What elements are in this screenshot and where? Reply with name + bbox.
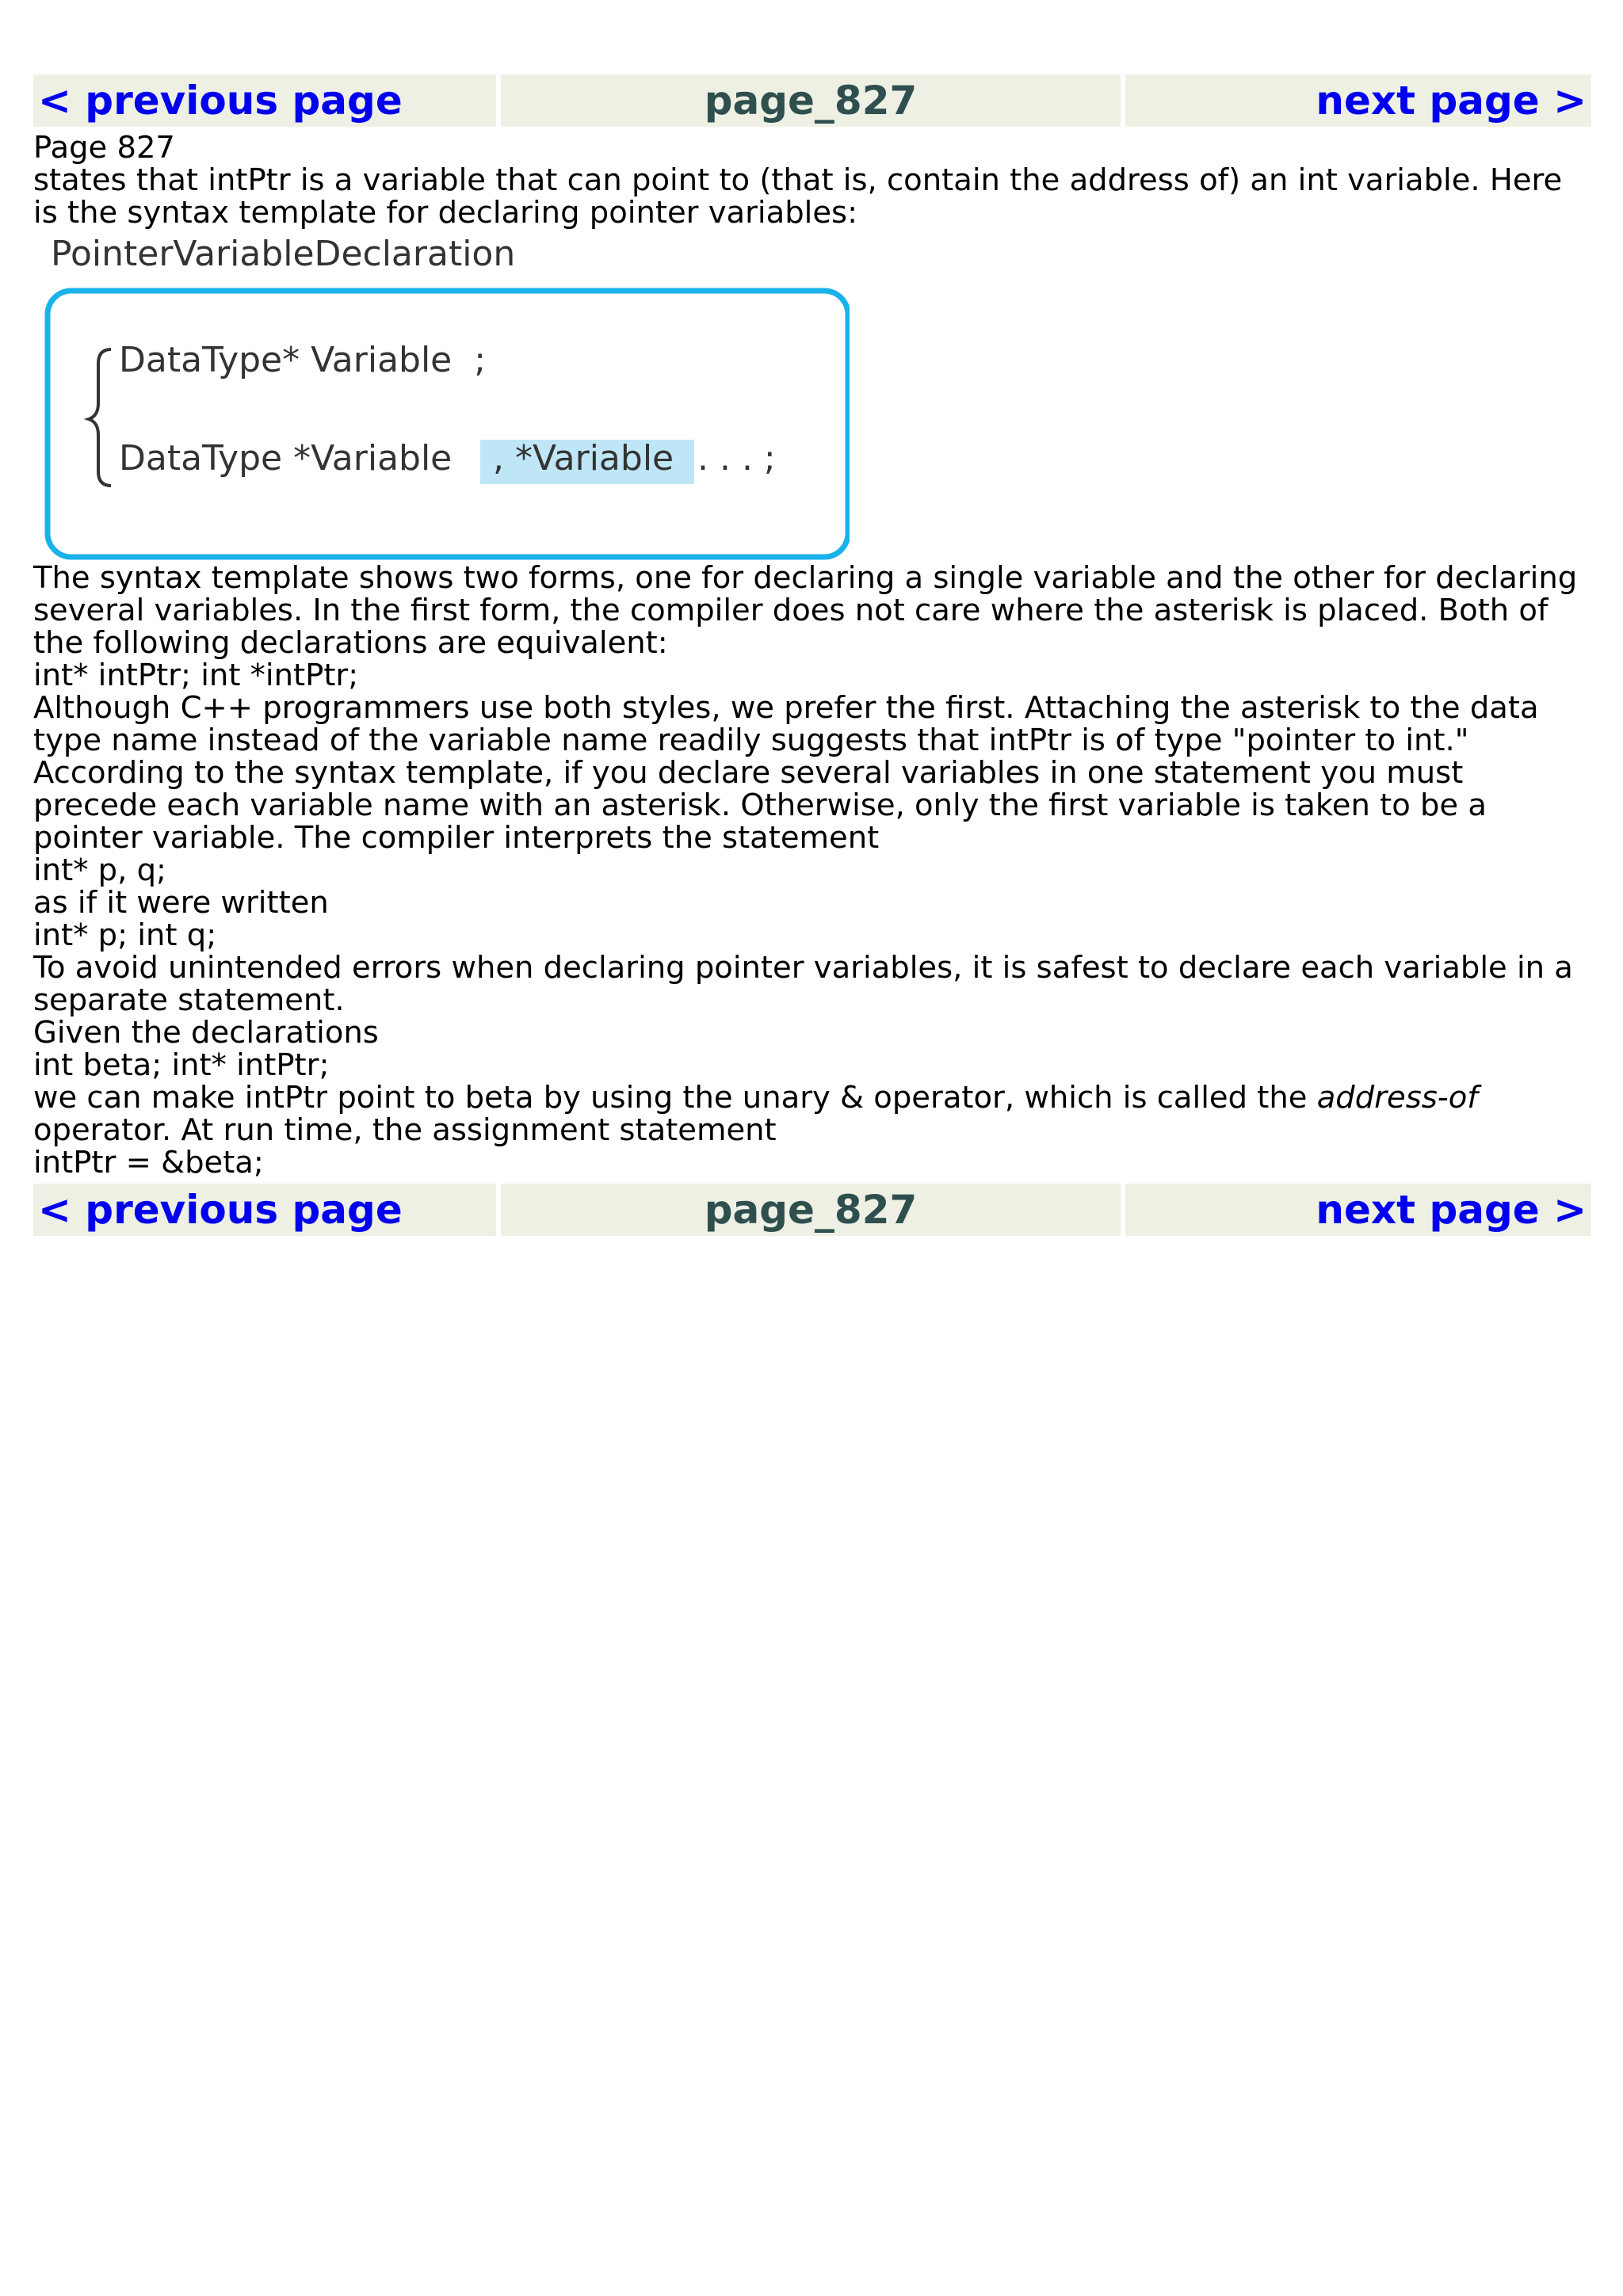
next-page-link[interactable]: next page >	[1125, 74, 1591, 127]
code-p-q: int* p, q;	[33, 852, 167, 888]
figure-title: PointerVariableDeclaration	[51, 234, 516, 274]
form-single-variable: DataType* Variable ;	[119, 340, 487, 380]
page-content	[33, 127, 1591, 1184]
paragraph-avoid-errors: To avoid unintended errors when declaring pointer variables, it is safest to declare each variable in a separate statement.	[33, 950, 1573, 1018]
code-p-q-separate: int* p; int q;	[33, 917, 217, 953]
page-container	[33, 74, 1591, 1236]
page-label: Page 827	[33, 130, 175, 166]
paragraph-preferred-style: Although C++ programmers use both styles, we prefer the first. Attaching the asterisk to the data type name instead of the variable name readily suggests that intPtr is of type "pointer to int."	[33, 690, 1539, 758]
paragraph-given-declarations: Given the declarations	[33, 1015, 379, 1051]
form-multiple-variables-repeat: , *Variable	[482, 438, 685, 479]
form-multiple-variables-suffix: . . . ;	[697, 438, 776, 479]
next-page-link-bottom[interactable]: next page >	[1125, 1184, 1591, 1236]
address-of-text-after: operator. At run time, the assignment statement	[33, 1112, 777, 1148]
top-navbar	[33, 74, 1591, 127]
form-multiple-variables-prefix: DataType *Variable	[119, 438, 453, 479]
code-assignment: intPtr = &beta;	[33, 1145, 264, 1180]
page-title: page_827	[501, 74, 1121, 127]
syntax-box	[48, 291, 848, 557]
intro-paragraph: states that intPtr is a variable that can point to (that is, contain the address of) an int variable. Here is the syntax template for declaring pointer variables:	[33, 162, 1563, 231]
previous-page-link-bottom[interactable]: < previous page	[33, 1184, 496, 1236]
page-title-bottom: page_827	[501, 1184, 1121, 1236]
syntax-template-figure	[33, 229, 850, 562]
code-beta-intptr: int beta; int* intPtr;	[33, 1047, 330, 1083]
paragraph-multiple-declarations: According to the syntax template, if you declare several variables in one statement you must precede each variable name with an asterisk. Otherwise, only the first variable is taken to be a pointer variable. The compiler interprets the statement	[33, 755, 1487, 856]
previous-page-link[interactable]: < previous page	[33, 74, 496, 127]
paragraph-two-forms: The syntax template shows two forms, one for declaring a single variable and the other for declaring several variables. In the first form, the compiler does not care where the asterisk is placed. Both of the following declarations are equivalent:	[33, 560, 1578, 661]
paragraph-address-of	[33, 1081, 1591, 1146]
address-of-term: address-of	[1316, 1080, 1478, 1116]
bottom-navbar	[33, 1184, 1591, 1236]
address-of-text-before: we can make intPtr point to beta by using the unary & operator, which is called the	[33, 1080, 1317, 1116]
paragraph-as-if-written: as if it were written	[33, 885, 329, 921]
code-equivalent-declarations: int* intPtr; int *intPtr;	[33, 658, 359, 693]
